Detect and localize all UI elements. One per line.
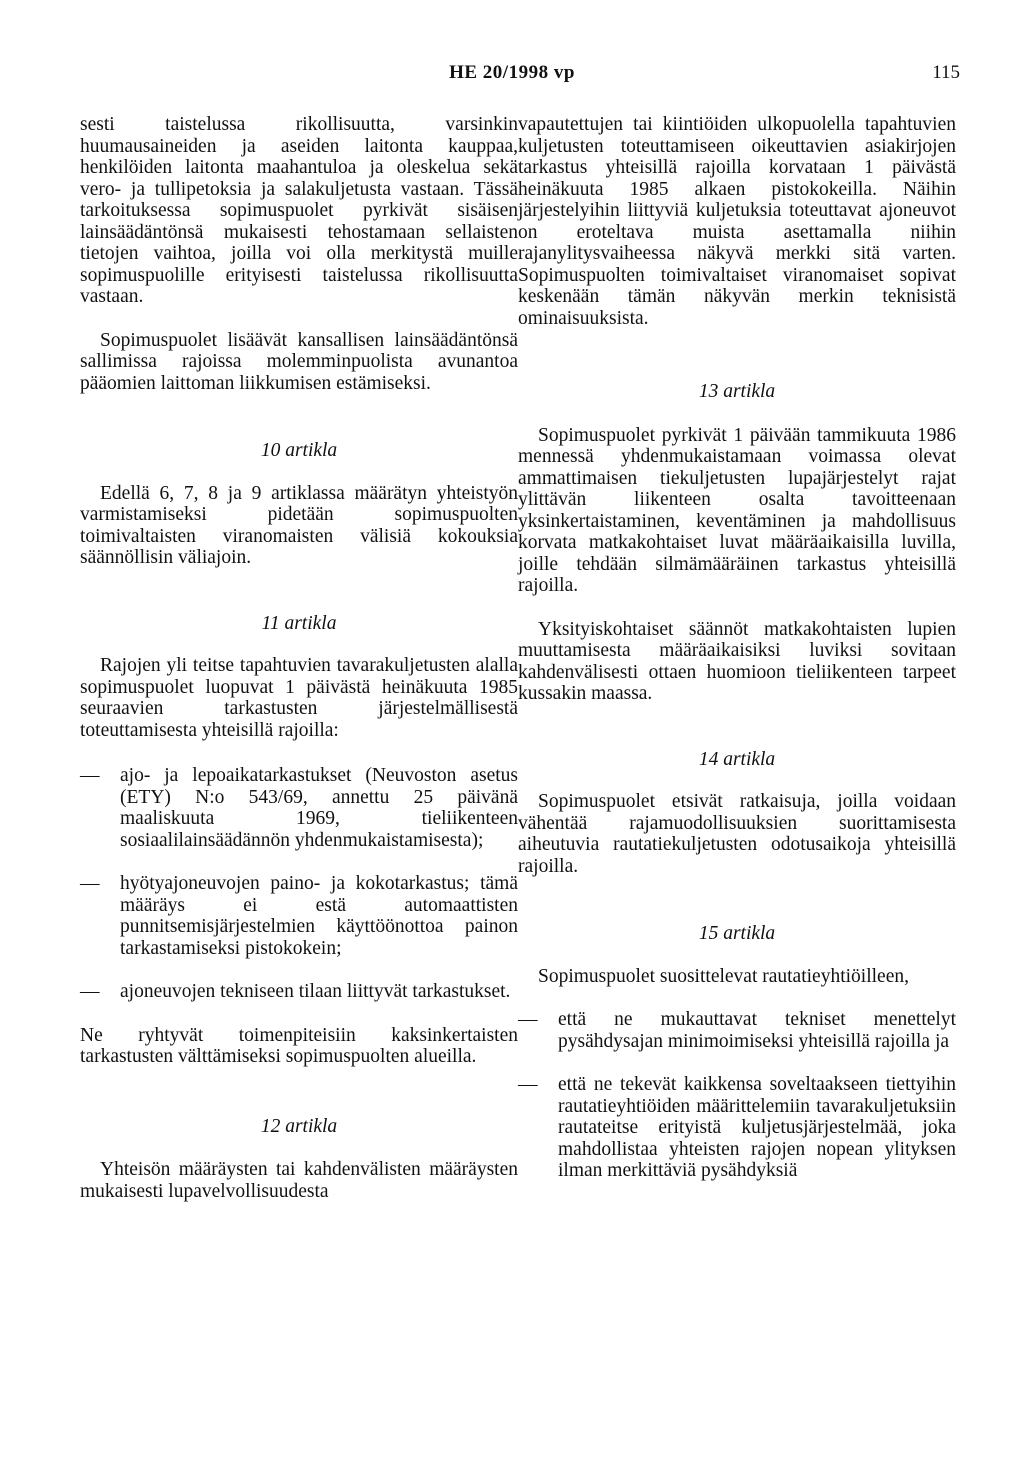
paragraph: Edellä 6, 7, 8 ja 9 artiklassa määrätyn yhteistyön varmistamiseksi pidetään sopimuspuolten toimivaltaisten viranomaisten välisiä kokouksia säännöllisin väliajoin. xyxy=(80,482,518,568)
list-item-text: ajo- ja lepoaikatarkastukset (Neuvoston asetus (ETY) N:o 543/69, annettu 25 päivänä maaliskuuta 1969, tieliikenteen sosiaalilainsäädännön yhdenmukaistamisesta); xyxy=(120,765,518,851)
list-item xyxy=(80,873,518,959)
article-heading: 12 artikla xyxy=(260,1115,338,1137)
list-item-text: hyötyajoneuvojen paino- ja kokotarkastus; tämä määräys ei estä automaattisten punnitsemisjärjestelmien käyttöönottoa painon tarkastamiseksi pistokokein; xyxy=(120,873,518,959)
list-item xyxy=(80,765,518,851)
list-item-text: että ne tekevät kaikkensa soveltaakseen tiettyihin rautatieyhtiöiden määrittelemiin tavarakuljetuksiin rautateitse erityistä kuljetusjärjestelmää, joka mahdollistaa yhteisten rajojen nopean ylityksen ilman merkittäviä pysähdyksiä xyxy=(558,1074,956,1181)
document-id: HE 20/1998 vp xyxy=(449,62,575,83)
page-header xyxy=(0,62,1024,92)
list-item xyxy=(80,981,518,1003)
list-item xyxy=(518,1074,956,1182)
paragraph: Sopimuspuolet etsivät ratkaisuja, joilla voidaan vähentää rajamuodollisuuksien suorittamisesta aiheutuvia rautatiekuljetusten odotusaikoja yhteisillä rajoilla. xyxy=(518,791,956,877)
paragraph: Ne ryhtyvät toimenpiteisiin kaksinkertaisten tarkastusten välttämiseksi sopimuspuolten alueilla. xyxy=(80,1024,518,1067)
left-column xyxy=(80,114,518,1224)
list-item-text: että ne mukauttavat tekniset menettelyt pysähdysajan minimoimiseksi yhteisillä rajoilla ja xyxy=(558,1009,956,1052)
article-heading: 14 artikla xyxy=(698,748,776,770)
paragraph: Sopimuspuolet lisäävät kansallisen lainsäädäntönsä sallimissa rajoissa molemminpuolista avunantoa pääomien laittoman liikkumisen estämiseksi. xyxy=(80,329,518,394)
dash-bullet: — xyxy=(80,981,100,1002)
paragraph: Rajojen yli teitse tapahtuvien tavarakuljetusten alalla sopimuspuolet luopuvat 1 päivästä heinäkuuta 1985 seuraavien tarkastusten järjestelmällisestä toteuttamisesta yhteisillä rajoilla: xyxy=(80,655,518,741)
dash-bullet: — xyxy=(80,873,100,894)
page-number: 115 xyxy=(932,62,960,83)
paragraph: Yhteisön määräysten tai kahdenvälisten määräysten mukaisesti lupavelvollisuudesta xyxy=(80,1159,518,1202)
article-heading: 15 artikla xyxy=(698,923,776,944)
article-heading: 11 artikla xyxy=(261,612,337,634)
paragraph: Sopimuspuolet suosittelevat rautatieyhtiöilleen, xyxy=(538,965,909,987)
right-column xyxy=(518,114,956,1182)
dash-bullet: — xyxy=(518,1074,538,1095)
paragraph: Yksityiskohtaiset säännöt matkakohtaisten lupien muuttamisesta määräaikaisiksi luviksi sovitaan kahdenvälisesti ottaen huomioon tieliikenteen tarpeet kussakin maassa. xyxy=(518,618,956,704)
dash-bullet: — xyxy=(80,765,100,786)
article-heading: 13 artikla xyxy=(698,381,776,402)
paragraph: sesti taistelussa rikollisuutta, varsinkin huumausaineiden ja aseiden laitonta kauppaa, henkilöiden laitonta maahantuloa ja oleskelua sekä vero- ja tullipetoksia ja salakuljetusta vastaan. Tässä tarkoituksessa sopimuspuolet pyrkivät sisäisen lainsäädäntönsä mukaisesti tehostamaan sellaisten tietojen vaihtoa, joilla voi olla merkitystä muille sopimuspuolille erityisesti taistelussa rikollisuutta vastaan. xyxy=(80,114,518,307)
article-heading: 10 artikla xyxy=(260,440,338,461)
list-item xyxy=(518,1009,956,1052)
paragraph: Sopimuspuolet pyrkivät 1 päivään tammikuuta 1986 mennessä yhdenmukaistamaan voimassa olevat ammattimaisen tiekuljetusten lupajärjestelyt rajat ylittävän liikenteen osalta tavoitteenaan yksinkertaistaminen, keventäminen ja mahdollisuus korvata matkakohtaiset luvat määräaikaisilla luvilla, joille tehdään silmämääräinen tarkastus yhteisillä rajoilla. xyxy=(518,424,956,596)
paragraph: vapautettujen tai kiintiöiden ulkopuolella tapahtuvien kuljetusten toteuttamiseen oikeuttavien asiakirjojen tarkastus yhteisillä rajoilla korvataan 1 päivästä heinäkuuta 1985 alkaen pistokokeilla. Näihin järjestelyihin liittyviä kuljetuksia toteuttavat ajoneuvot on eroteltava muista asettamalla niihin rajanylitysvaiheessa näkyvä merkki sitä varten. Sopimuspuolten toimivaltaiset viranomaiset sopivat keskenään tämän näkyvän merkin teknisistä ominaisuuksista. xyxy=(518,114,956,329)
dash-bullet: — xyxy=(518,1009,538,1030)
list-item-text: ajoneuvojen tekniseen tilaan liittyvät tarkastukset. xyxy=(120,981,511,1002)
